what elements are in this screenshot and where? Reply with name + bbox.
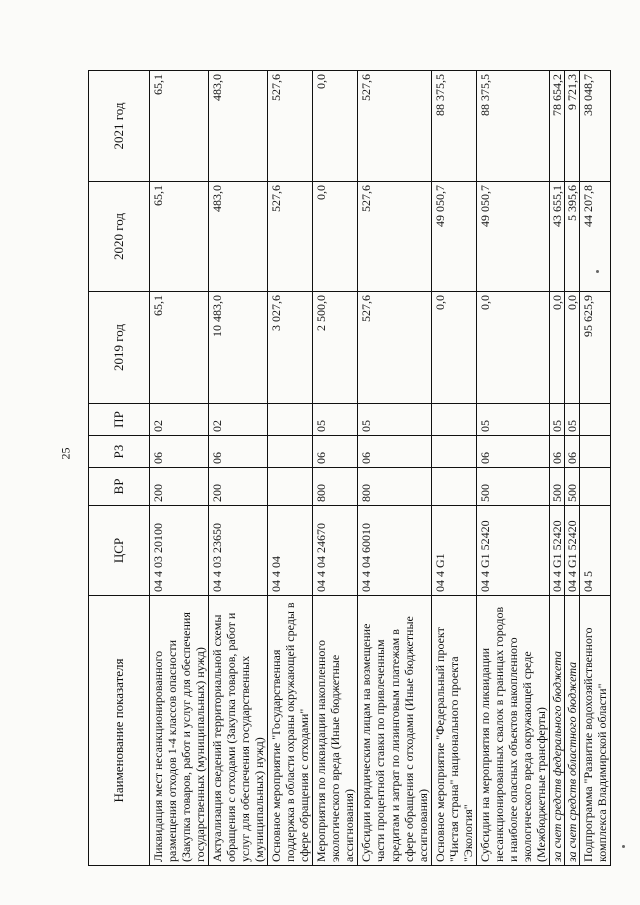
row-rz — [268, 436, 313, 468]
row-2021: 88 375,5 — [476, 71, 549, 182]
row-pr: 05 — [313, 404, 358, 436]
row-2019: 527,6 — [358, 292, 431, 404]
table-row — [268, 71, 313, 866]
table-row — [150, 71, 209, 866]
row-2020: 43 655,1 — [549, 182, 564, 292]
row-name: за счет средств федерального бюджета — [549, 596, 564, 866]
row-rz: 06 — [209, 436, 268, 468]
row-pr — [268, 404, 313, 436]
header-name: Наименование показателя — [89, 596, 150, 866]
table-row — [549, 71, 564, 866]
row-2019: 0,0 — [476, 292, 549, 404]
header-rz: РЗ — [89, 436, 150, 468]
header-csr: ЦСР — [89, 506, 150, 596]
row-csr: 04 4 03 20100 — [150, 506, 209, 596]
row-pr: 05 — [564, 404, 579, 436]
header-2021: 2021 год — [89, 71, 150, 182]
row-2019: 10 483,0 — [209, 292, 268, 404]
row-2020: 483,0 — [209, 182, 268, 292]
row-name: Ликвидация мест несанкционированного размещения отходов 1-4 классов опасности (Закупка товаров, работ и услуг для обеспечения государственных (муниципальных) нужд) — [150, 596, 209, 866]
row-pr — [579, 404, 610, 436]
table-row — [579, 71, 610, 866]
row-2019: 2 500,0 — [313, 292, 358, 404]
page-number: 25 — [58, 447, 73, 460]
row-vr — [268, 468, 313, 506]
row-2020: 44 207,8 — [579, 182, 610, 292]
row-2020: 5 395,6 — [564, 182, 579, 292]
row-2019: 0,0 — [549, 292, 564, 404]
header-pr: ПР — [89, 404, 150, 436]
row-pr — [431, 404, 476, 436]
row-pr: 05 — [358, 404, 431, 436]
row-2020: 65,1 — [150, 182, 209, 292]
row-vr: 500 — [549, 468, 564, 506]
row-name: Подпрограмма "Развитие водохозяйственного комплекса Владимирской области" — [579, 596, 610, 866]
row-name: Субсидии юридическим лицам на возмещение части процентной ставки по привлеченным кредитам и затрат по лизинговым платежам в сфере обращения с отходами (Иные бюджетные ассигнования) — [358, 596, 431, 866]
header-vr: ВР — [89, 468, 150, 506]
row-2020: 527,6 — [268, 182, 313, 292]
row-name: Актуализация сведений территориальной схемы обращения с отходами (Закупка товаров, работ и услуг для обеспечения государственных (муниципальных) нужд) — [209, 596, 268, 866]
row-2021: 65,1 — [150, 71, 209, 182]
row-vr: 800 — [313, 468, 358, 506]
row-2021: 527,6 — [268, 71, 313, 182]
row-csr: 04 5 — [579, 506, 610, 596]
row-vr — [579, 468, 610, 506]
scan-speck — [596, 270, 599, 273]
row-pr: 02 — [150, 404, 209, 436]
budget-table — [88, 70, 611, 866]
row-rz: 06 — [549, 436, 564, 468]
row-2019: 95 625,9 — [579, 292, 610, 404]
row-csr: 04 4 G1 52420 — [476, 506, 549, 596]
header-2019: 2019 год — [89, 292, 150, 404]
row-2019: 3 027,6 — [268, 292, 313, 404]
row-2020: 527,6 — [358, 182, 431, 292]
row-2021: 38 048,7 — [579, 71, 610, 182]
header-2020: 2020 год — [89, 182, 150, 292]
row-name: Субсидии на мероприятия по ликвидации несанкционированных свалок в границах городов и наиболее опасных объектов накопленного экологического вреда окружающей среде (Межбюджетные трансферты) — [476, 596, 549, 866]
rotated-page — [88, 71, 608, 866]
row-pr: 05 — [549, 404, 564, 436]
row-name: Мероприятия по ликвидации накопленного экологического вреда (Иные бюджетные ассигнования) — [313, 596, 358, 866]
row-rz: 06 — [150, 436, 209, 468]
row-2020: 49 050,7 — [431, 182, 476, 292]
row-pr: 05 — [476, 404, 549, 436]
row-vr: 200 — [150, 468, 209, 506]
row-rz: 06 — [564, 436, 579, 468]
row-vr: 500 — [564, 468, 579, 506]
row-csr: 04 4 G1 — [431, 506, 476, 596]
row-csr: 04 4 04 60010 — [358, 506, 431, 596]
table-row — [209, 71, 268, 866]
row-2020: 0,0 — [313, 182, 358, 292]
row-2021: 483,0 — [209, 71, 268, 182]
row-2021: 88 375,5 — [431, 71, 476, 182]
row-rz — [579, 436, 610, 468]
table-row — [313, 71, 358, 866]
table-row — [431, 71, 476, 866]
scan-speck — [622, 845, 625, 848]
row-2021: 527,6 — [358, 71, 431, 182]
row-2020: 49 050,7 — [476, 182, 549, 292]
row-vr: 200 — [209, 468, 268, 506]
row-vr: 500 — [476, 468, 549, 506]
header-row — [89, 71, 150, 866]
table-row — [358, 71, 431, 866]
row-vr: 800 — [358, 468, 431, 506]
table-row — [564, 71, 579, 866]
row-rz: 06 — [313, 436, 358, 468]
row-name: Основное мероприятие "Государственная поддержка в области охраны окружающей среды в сфере обращения с отходами" — [268, 596, 313, 866]
row-csr: 04 4 04 24670 — [313, 506, 358, 596]
row-2019: 65,1 — [150, 292, 209, 404]
row-2021: 78 654,2 — [549, 71, 564, 182]
row-rz — [431, 436, 476, 468]
row-rz: 06 — [358, 436, 431, 468]
row-csr: 04 4 G1 52420 — [564, 506, 579, 596]
row-rz: 06 — [476, 436, 549, 468]
row-csr: 04 4 G1 52420 — [549, 506, 564, 596]
row-2019: 0,0 — [564, 292, 579, 404]
row-2019: 0,0 — [431, 292, 476, 404]
row-name: Основное мероприятие "Федеральный проект "Чистая страна" национального проекта "Экология" — [431, 596, 476, 866]
table-row — [476, 71, 549, 866]
row-name: за счет средств областного бюджета — [564, 596, 579, 866]
row-2021: 0,0 — [313, 71, 358, 182]
row-csr: 04 4 03 23650 — [209, 506, 268, 596]
row-2021: 9 721,3 — [564, 71, 579, 182]
row-csr: 04 4 04 — [268, 506, 313, 596]
row-pr: 02 — [209, 404, 268, 436]
row-vr — [431, 468, 476, 506]
